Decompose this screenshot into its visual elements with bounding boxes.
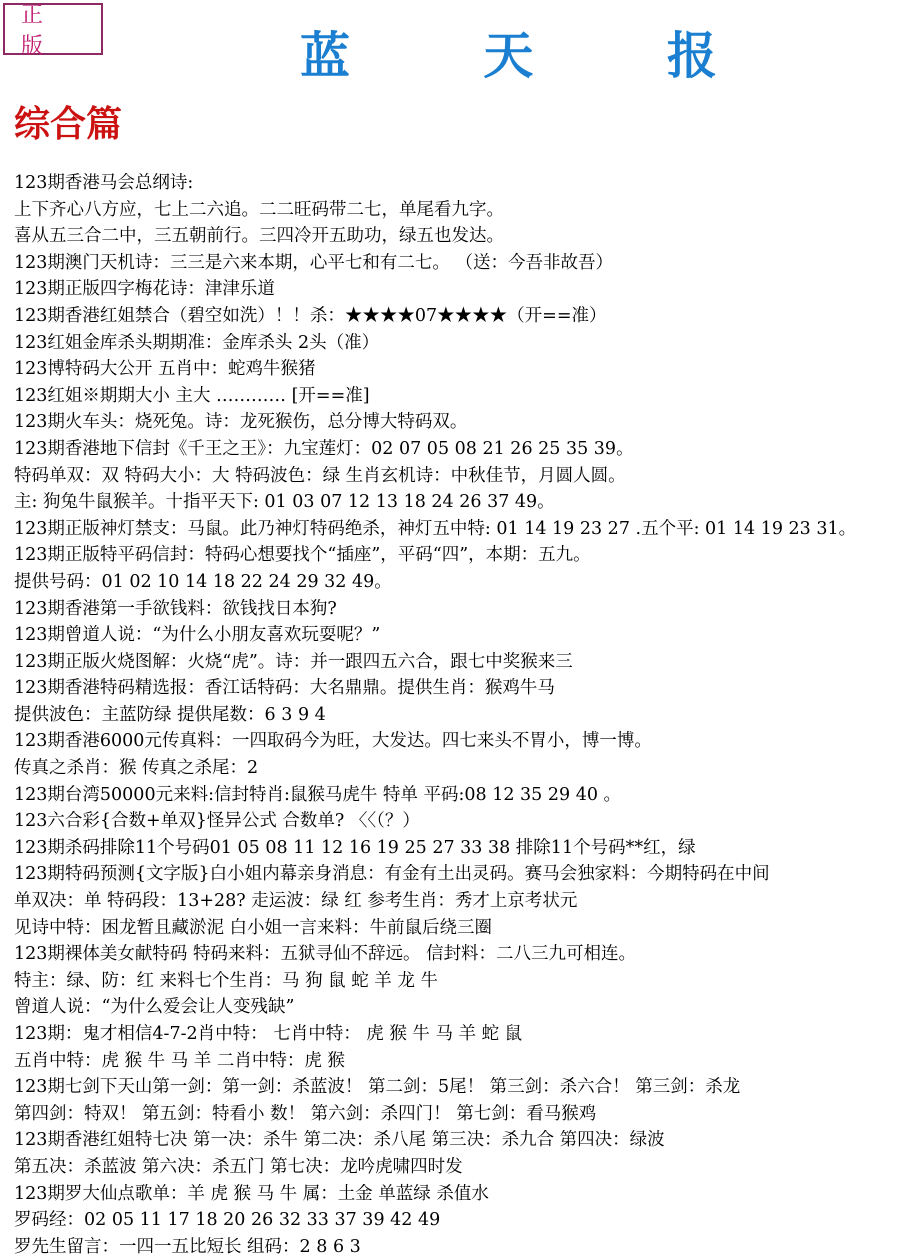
content-line: 123期香港6000元传真料：一四取码今为旺，大发达。四七来头不胃小，博一博。 (14, 731, 652, 752)
content-line: 123期罗大仙点歌单：羊 虎 猴 马 牛 属：土金 单蓝绿 杀值水 (14, 1183, 489, 1204)
content-line: 123期特码预测{文字版}白小姐内幕亲身消息：有金有土出灵码。赛马会独家料：今期特码在中间 (14, 864, 770, 885)
content-line: 123期香港第一手欲钱料：欲钱找日本狗? (14, 598, 337, 619)
content-line: 123期香港地下信封《千王之王》：九宝莲灯：02 07 05 08 21 26 25 35 39。 (14, 438, 634, 459)
content-line: 123期正版四字梅花诗：津津乐道 (14, 279, 275, 300)
content-line: 提供波色：主蓝防绿 提供尾数：6 3 9 4 (14, 704, 326, 725)
content-line: 传真之杀肖：猴 传真之杀尾：2 (14, 758, 259, 779)
content-line: 123红姐金库杀头期期准：金库杀头 2头（准） (14, 332, 380, 353)
content-line: 123期七剑下天山第一剑：第一剑：杀蓝波！ 第二剑：5尾！ 第三剑：杀六合！ 第三剑：杀龙 (14, 1077, 741, 1098)
content-line: 123期正版特平码信封：特码心想要找个“插座”，平码“四”，本期：五九。 (14, 545, 591, 566)
content-line: 123期正版火烧图解：火烧“虎”。诗：并一跟四五六合，跟七中奖猴来三 (14, 651, 573, 672)
content-line: 123期曾道人说：“为什么小朋友喜欢玩耍呢？” (14, 625, 381, 646)
content-line: 123期裸体美女献特码 特码来料：五狱寻仙不辞远。 信封料：二八三九可相连。 (14, 944, 637, 965)
content-line: 见诗中特：困龙暂且藏淤泥 白小姐一言来料：牛前鼠后绕三圈 (14, 917, 493, 938)
content-line: 特主：绿、防：红 来料七个生肖：马 狗 鼠 蛇 羊 龙 牛 (14, 970, 438, 991)
content-lines (14, 170, 898, 1260)
content-line: 123博特码大公开 五肖中：蛇鸡牛猴猪 (14, 359, 316, 380)
edition-badge: 正 版 (3, 3, 103, 55)
content-line: 123期澳门天机诗：三三是六来本期，心平七和有二七。 （送：今吾非故吾） (14, 252, 613, 273)
content-line: 123期香港红姐禁合（碧空如洗）！！杀：★★★★07★★★★（开==准） (14, 305, 607, 326)
content-line: 123期杀码排除11个号码01 05 08 11 12 16 19 25 27 33 38 排除11个号码**红，绿 (14, 837, 696, 858)
section-title: 综合篇 (14, 103, 123, 145)
content-line: 第四剑：特双！ 第五剑：特看小 数！ 第六剑：杀四门！ 第七剑：看马猴鸡 (14, 1103, 597, 1124)
content-line: 123期香港红姐特七决 第一决：杀牛 第二决：杀八尾 第三决：杀九合 第四决：绿波 (14, 1130, 665, 1151)
content-line: 罗先生留言：一四一五比短长 组码：2 8 6 3 (14, 1236, 361, 1257)
newspaper-title: 蓝 天 报 (300, 26, 775, 85)
content-line: 特码单双：双 特码大小：大 特码波色：绿 生肖玄机诗：中秋佳节，月圆人圆。 (14, 465, 626, 486)
content-line: 123期正版神灯禁支：马鼠。此乃神灯特码绝杀，神灯五中特: 01 14 19 23 27 .五个平: 01 14 19 23 31。 (14, 518, 857, 539)
content-line: 123六合彩{合数+单双}怪异公式 合数单? 〈〈（？） (14, 811, 420, 832)
content-line: 曾道人说：“为什么爱会让人变残缺” (14, 997, 295, 1018)
content-line: 第五决：杀蓝波 第六决：杀五门 第七决：龙吟虎啸四时发 (14, 1156, 463, 1177)
content-line: 123红姐※期期大小 主大 ………… [开==准] (14, 385, 370, 406)
content-line: 123期香港特码精选报：香江话特码：大名鼎鼎。提供生肖：猴鸡牛马 (14, 678, 555, 699)
content-line: 123期香港马会总纲诗: (14, 173, 194, 193)
content-line: 123期：鬼才相信4-7-2肖中特： 七肖中特： 虎 猴 牛 马 羊 蛇 鼠 (14, 1024, 523, 1044)
content-line: 罗码经：02 05 11 17 18 20 26 32 33 37 39 42 49 (14, 1210, 441, 1231)
content-line: 提供号码：01 02 10 14 18 22 24 29 32 49。 (14, 571, 392, 592)
content-line: 123期台湾50000元来料:信封特肖:鼠猴马虎牛 特单 平码:08 12 35 29 40 。 (14, 784, 622, 805)
content-line: 五肖中特：虎 猴 牛 马 羊 二肖中特：虎 猴 (14, 1050, 345, 1071)
content-line: 单双决：单 特码段：13+28? 走运波：绿 红 参考生肖：秀才上京考状元 (14, 891, 578, 912)
content-line: 主: 狗兔牛鼠猴羊。十指平天下: 01 03 07 12 13 18 24 26 37 49。 (14, 492, 555, 513)
content-line: 上下齐心八方应，七上二六追。二二旺码带二七，单尾看九字。 (14, 199, 504, 220)
content-line: 123期火车头：烧死兔。诗：龙死猴伤，总分博大特码双。 (14, 412, 468, 433)
content-line: 喜从五三合二中，三五朝前行。三四冷开五助功，绿五也发达。 (14, 226, 504, 247)
